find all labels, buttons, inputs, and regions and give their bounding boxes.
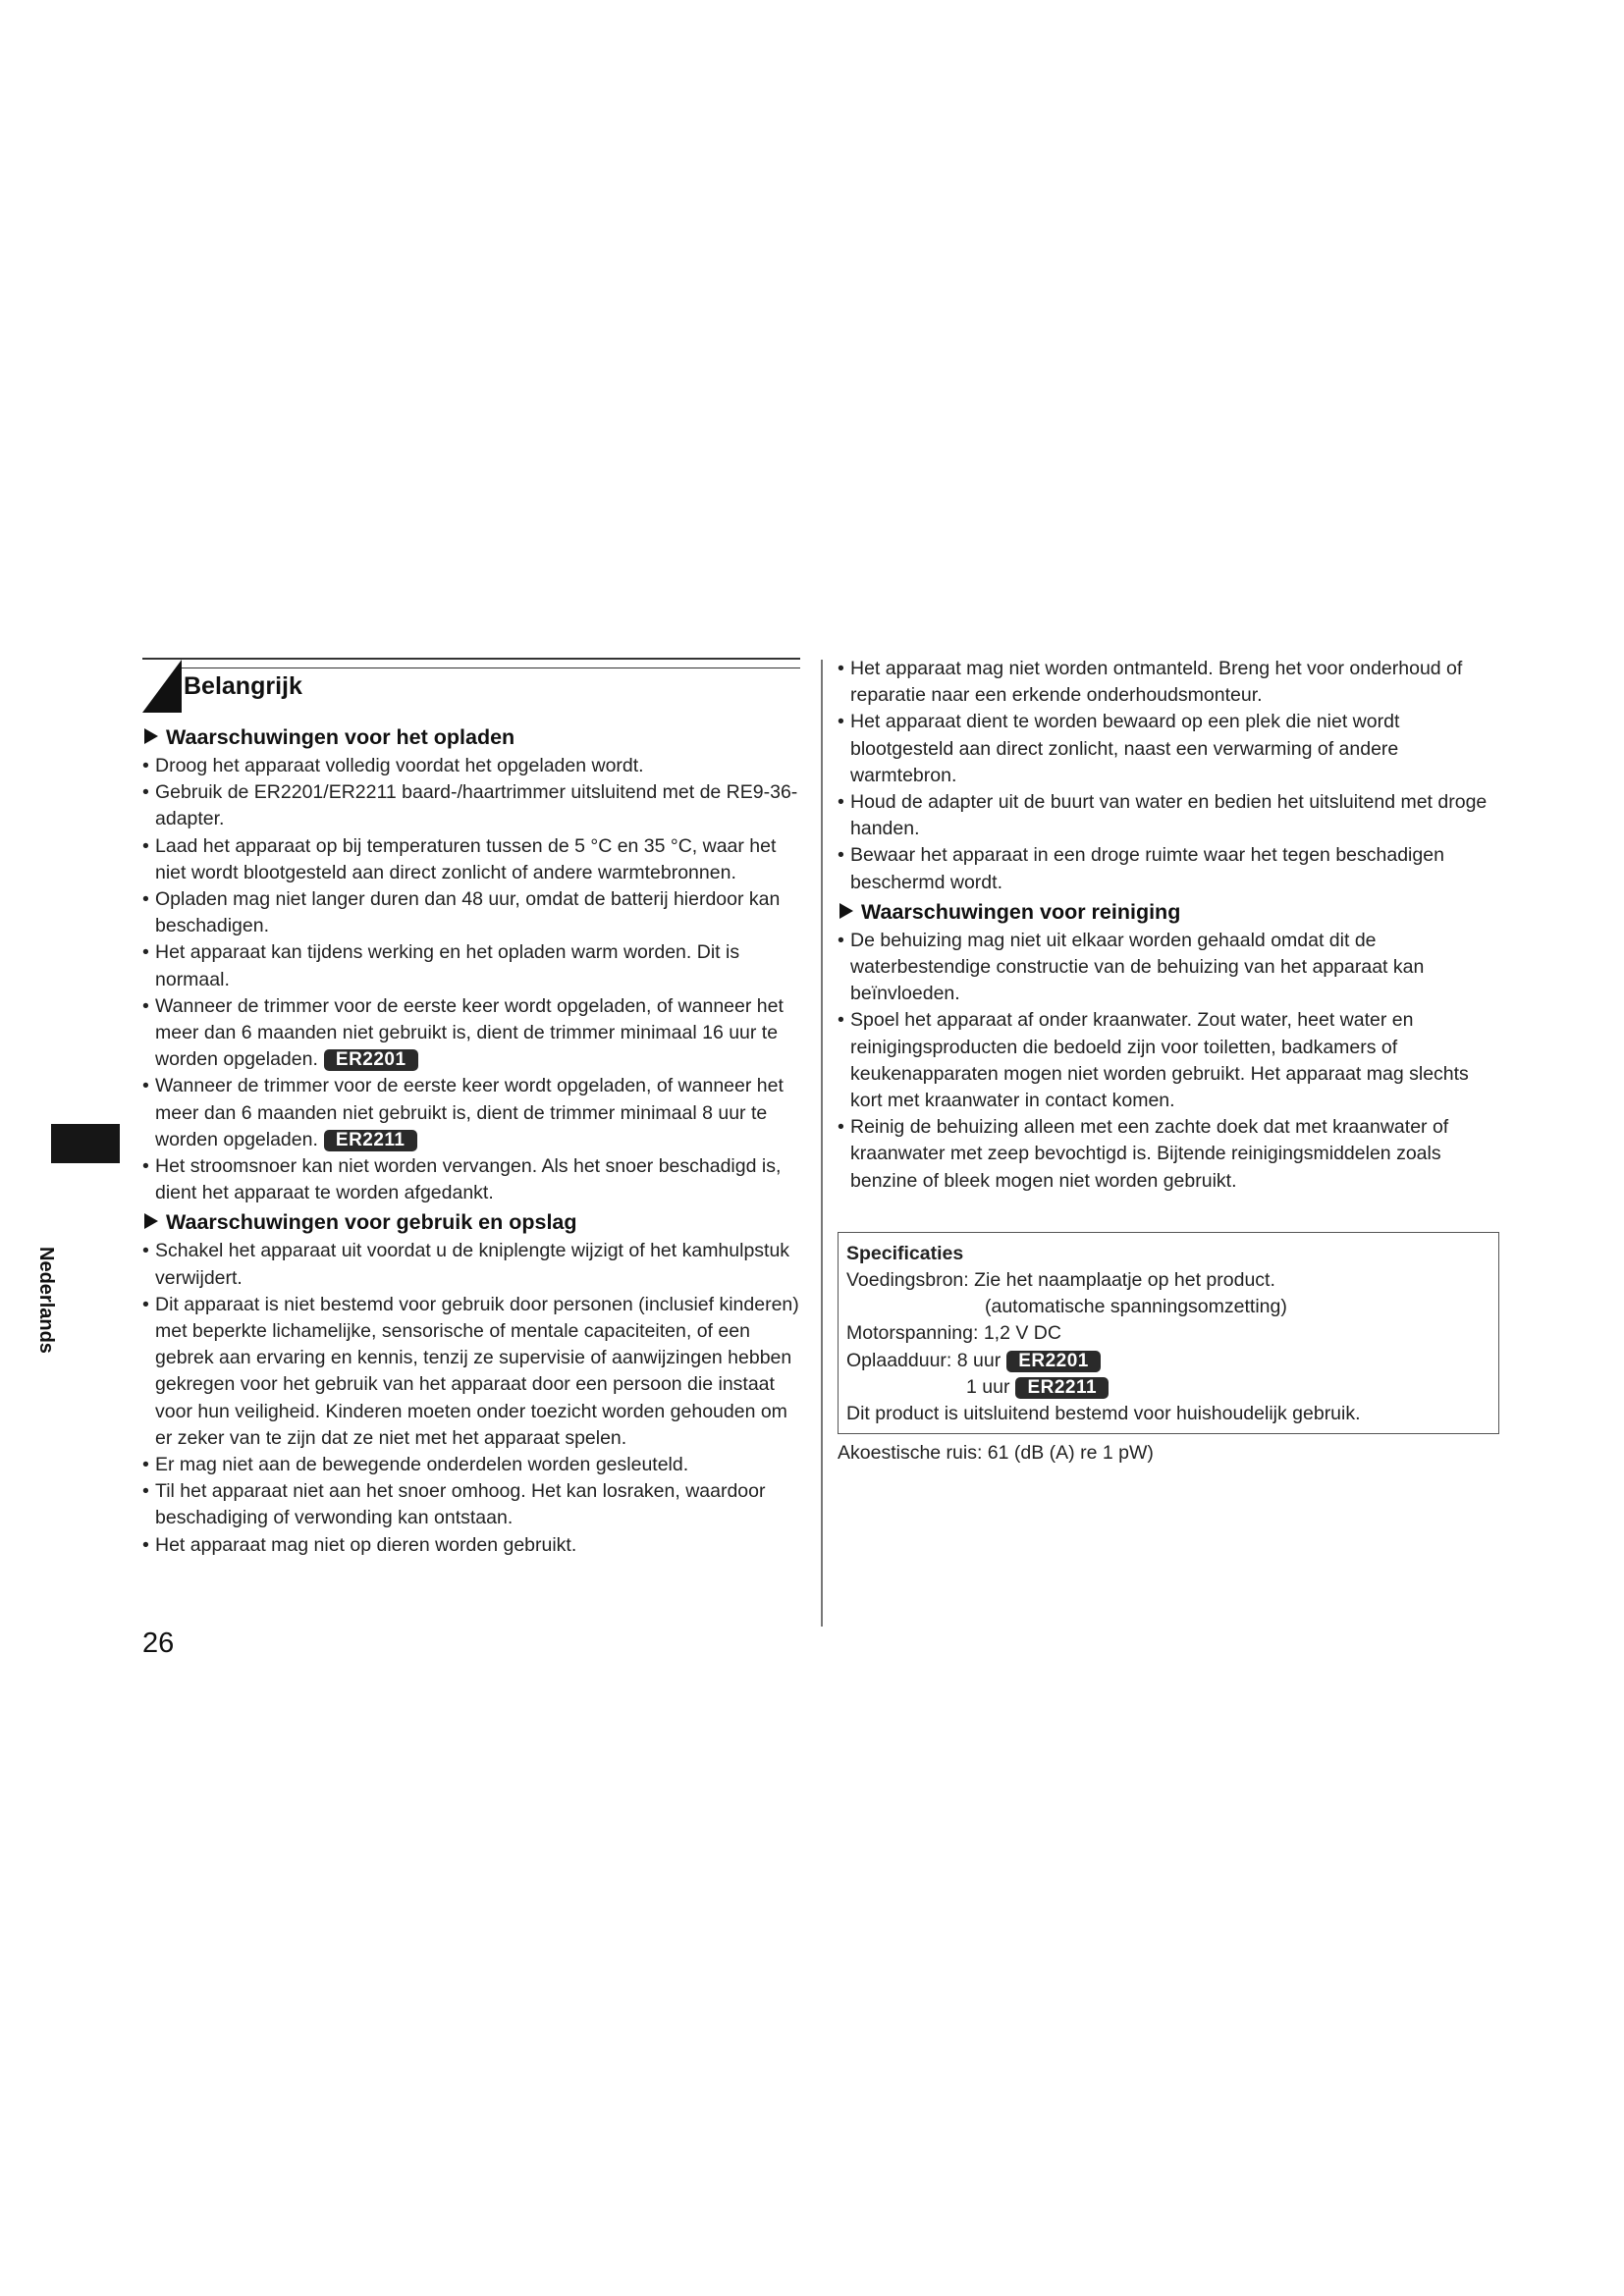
- arrow-right-icon: [144, 728, 158, 744]
- model-badge-er2211: ER2211: [1015, 1377, 1109, 1399]
- list-item: • De behuizing mag niet uit elkaar worden gehaald omdat dit de waterbestendige constructie van de behuizing van het apparaat kan beïnvloeden.: [838, 929, 1425, 1005]
- list-item: • Er mag niet aan de bewegende onderdelen worden gesleuteld.: [142, 1454, 689, 1476]
- subheading-charging: Waarschuwingen voor het opladen: [142, 722, 800, 752]
- power-note-row: (automatische spanningsomzetting): [985, 1296, 1287, 1318]
- header-rule: [142, 658, 800, 660]
- model-badge-er2211: ER2211: [324, 1130, 417, 1151]
- list-item: • Reinig de behuizing alleen met een zachte doek dat met kraanwater of kraanwater met zeep bevochtigd is. Bijtende reinigingsmiddelen zoals benzine of bleek mogen niet worden gebruikt.: [838, 1116, 1449, 1192]
- list-item: • Schakel het apparaat uit voordat u de kniplengte wijzigt of het kamhulpstuk verwijdert.: [142, 1240, 790, 1289]
- list-item: • Opladen mag niet langer duren dan 48 uur, omdat de batterij hierdoor kan beschadigen.: [142, 888, 781, 937]
- subheading-cleaning: Waarschuwingen voor reiniging: [838, 897, 1495, 927]
- specifications-box: [838, 1232, 1499, 1434]
- power-source-row: Voedingsbron: Zie het naamplaatje op het product.: [846, 1269, 1275, 1292]
- page-number: 26: [142, 1628, 175, 1659]
- noise-spec: Akoestische ruis: 61 (dB (A) re 1 pW): [838, 1442, 1154, 1465]
- charge-time-row: 1 uur ER2211: [846, 1374, 1490, 1401]
- column-divider: [821, 660, 823, 1627]
- list-item: • Gebruik de ER2201/ER2211 baard-/haartrimmer uitsluitend met de RE9-36-adapter.: [142, 781, 798, 830]
- model-badge-er2201: ER2201: [1006, 1351, 1101, 1372]
- right-column: [838, 656, 1495, 1467]
- list-item: • Bewaar het apparaat in een droge ruimte waar het tegen beschadigen beschermd wordt.: [838, 844, 1444, 893]
- specifications-title: Specificaties: [846, 1242, 964, 1264]
- household-use-row: Dit product is uitsluitend bestemd voor huishoudelijk gebruik.: [846, 1403, 1361, 1425]
- list-item: • Houd de adapter uit de buurt van water en bedien het uitsluitend met droge handen.: [838, 791, 1488, 840]
- motor-voltage-row: Motorspanning: 1,2 V DC: [846, 1322, 1061, 1345]
- list-item: • Het apparaat kan tijdens werking en het opladen warm worden. Dit is normaal.: [142, 941, 740, 990]
- model-badge-er2201: ER2201: [324, 1049, 418, 1071]
- list-item: • Droog het apparaat volledig voordat het opgeladen wordt.: [142, 755, 644, 776]
- language-tab-marker: [51, 1124, 120, 1163]
- list-item: • Het apparaat mag niet worden ontmanteld. Breng het voor onderhoud of reparatie naar een erkende onderhoudsmonteur.: [838, 658, 1463, 707]
- list-item: • Laad het apparaat op bij temperaturen tussen de 5 °C en 35 °C, waar het niet wordt blootgesteld aan direct zonlicht of andere warmtebronnen.: [142, 834, 777, 883]
- list-item: • Het stroomsnoer kan niet worden vervangen. Als het snoer beschadigd is, dient het apparaat te worden afgedankt.: [142, 1155, 782, 1204]
- arrow-right-icon: [144, 1213, 158, 1229]
- section-header: [142, 656, 800, 715]
- list-item: • Het apparaat dient te worden bewaard op een plek die niet wordt blootgesteld aan direct zonlicht, naast een verwarming of andere warmtebron.: [838, 711, 1400, 786]
- header-triangle-icon: [142, 660, 182, 713]
- subheading-use-storage: Waarschuwingen voor gebruik en opslag: [142, 1207, 800, 1237]
- list-item: • Dit apparaat is niet bestemd voor gebruik door personen (inclusief kinderen) met beperkte lichamelijke, sensorische of mentale capaciteiten, of een gebrek aan ervaring en kennis, tenzij ze supervisie of aanwijzingen hebben gekregen voor het gebruik van het apparaat door een persoon die instaat voor hun veiligheid. Kinderen moeten onder toezicht worden gehouden om er zeker van te zijn dat ze niet met het apparaat spelen.: [142, 1293, 799, 1449]
- list-item: • Wanneer de trimmer voor de eerste keer wordt opgeladen, of wanneer het meer dan 6 maanden niet gebruikt is, dient de trimmer minimaal 8 uur te worden opgeladen. ER2211: [142, 1075, 784, 1150]
- list-item: • Het apparaat mag niet op dieren worden gebruikt.: [142, 1533, 577, 1556]
- left-column: [142, 656, 800, 1559]
- list-item: • Wanneer de trimmer voor de eerste keer wordt opgeladen, of wanneer het meer dan 6 maanden niet gebruikt is, dient de trimmer minimaal 16 uur te worden opgeladen. ER2201: [142, 994, 784, 1071]
- list-item: • Spoel het apparaat af onder kraanwater. Zout water, heet water en reinigingsproducten die bedoeld zijn voor toiletten, badkamers of keukenapparaten mogen niet worden gebruikt. Het apparaat mag slechts kort met kraanwater in contact komen.: [838, 1009, 1469, 1112]
- section-title: Belangrijk: [184, 672, 302, 700]
- list-item: • Til het apparaat niet aan het snoer omhoog. Het kan losraken, waardoor beschadiging of verwonding kan ontstaan.: [142, 1480, 766, 1529]
- header-rule-thin: [182, 667, 800, 668]
- charge-time-row: Oplaadduur: 8 uur ER2201: [846, 1348, 1490, 1374]
- arrow-right-icon: [839, 903, 853, 919]
